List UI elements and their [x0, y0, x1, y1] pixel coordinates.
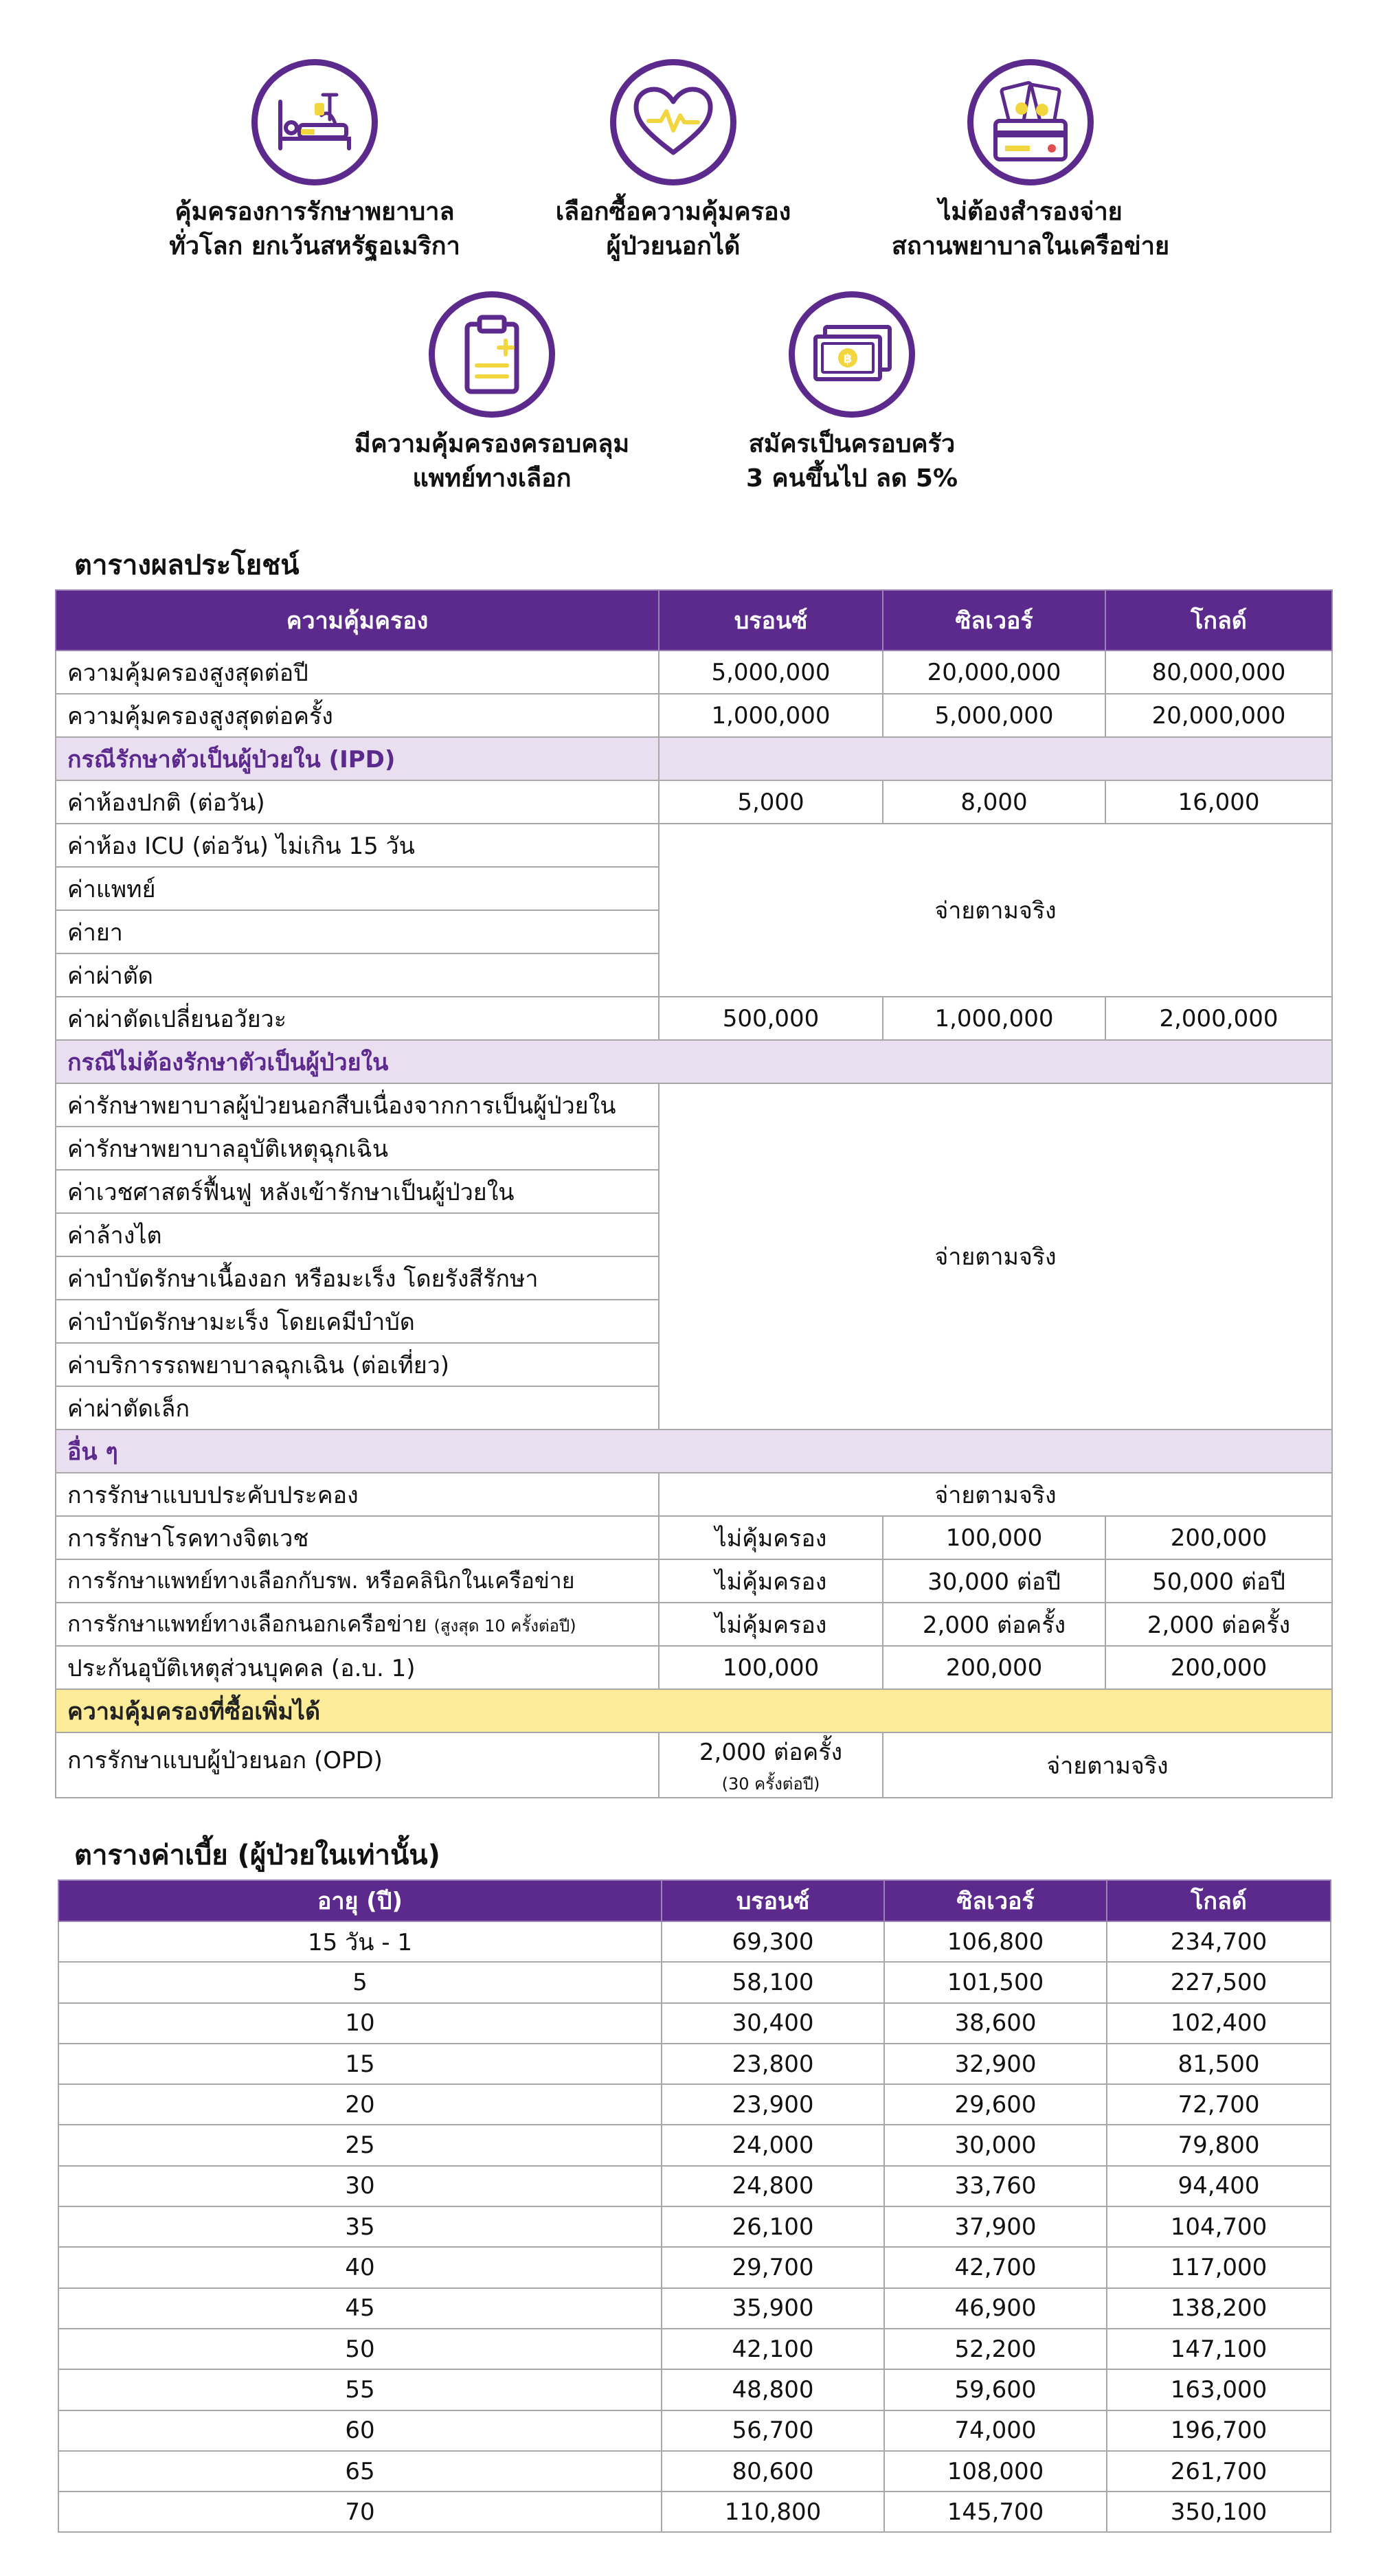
table-row: [56, 997, 1332, 1040]
table-row: [56, 651, 1332, 694]
value-bronze: 500,000: [659, 997, 883, 1040]
value-bronze: ไม่คุ้มครอง: [659, 1516, 883, 1559]
age-cell: 10: [58, 2003, 662, 2044]
value-bronze: 24,000: [662, 2125, 884, 2165]
value-bronze: 100,000: [659, 1646, 883, 1689]
age-cell: 15 วัน - 1: [58, 1921, 662, 1962]
row-label: การรักษาโรคทางจิตเวช: [56, 1516, 659, 1559]
value-silver: 8,000: [883, 780, 1105, 824]
feature-caption-line: 3 คนขึ้นไป ลด 5%: [745, 464, 958, 493]
value-gold: 200,000: [1105, 1516, 1332, 1559]
value-gold: 2,000 ต่อครั้ง: [1105, 1603, 1332, 1646]
table-row: [58, 2084, 1331, 2125]
value-bronze: 110,800: [662, 2492, 884, 2532]
table-row: [56, 694, 1332, 737]
value-silver: 74,000: [884, 2410, 1107, 2451]
merged-actual-value: จ่ายตามจริง: [659, 824, 1332, 997]
header-age: อายุ (ปี): [58, 1880, 662, 1921]
table-row: [56, 1083, 1332, 1127]
value-silver: 52,200: [884, 2329, 1107, 2369]
feature-world-coverage: [122, 59, 507, 264]
table-row: [58, 2492, 1331, 2532]
value-gold: 50,000 ต่อปี: [1105, 1559, 1332, 1603]
value-silver: 108,000: [884, 2451, 1107, 2492]
value-gold: 147,100: [1107, 2329, 1331, 2369]
row-label: ค่าบำบัดรักษาเนื้องอก หรือมะเร็ง โดยรังสีรักษา: [56, 1256, 659, 1300]
section-row-other: [56, 1430, 1332, 1473]
age-cell: 55: [58, 2369, 662, 2410]
merged-actual-value: จ่ายตามจริง: [883, 1732, 1332, 1798]
value-silver: 42,700: [884, 2247, 1107, 2287]
section-row-addon: [56, 1689, 1332, 1732]
value-bronze: 23,900: [662, 2084, 884, 2125]
value-gold: 163,000: [1107, 2369, 1331, 2410]
value-gold: 200,000: [1105, 1646, 1332, 1689]
value-bronze: ไม่คุ้มครอง: [659, 1559, 883, 1603]
row-label: ค่าห้อง ICU (ต่อวัน) ไม่เกิน 15 วัน: [56, 824, 659, 867]
value-silver: 101,500: [884, 1962, 1107, 2002]
value-bronze: 30,400: [662, 2003, 884, 2044]
feature-caption-line: แพทย์ทางเลือก: [412, 464, 572, 493]
benefits-table: [55, 589, 1333, 1798]
age-cell: 40: [58, 2247, 662, 2287]
feature-caption-line: ไม่ต้องสำรองจ่าย: [938, 198, 1123, 226]
value-bronze: 24,800: [662, 2166, 884, 2206]
row-label: การรักษาแบบประคับประคอง: [56, 1473, 659, 1516]
table-row: [58, 2166, 1331, 2206]
section-label: อื่น ๆ: [56, 1430, 1332, 1473]
table-row: [58, 2206, 1331, 2247]
section-label: กรณีรักษาตัวเป็นผู้ป่วยใน (IPD): [56, 737, 659, 780]
header-gold: โกลด์: [1105, 590, 1332, 651]
table-row: [58, 1962, 1331, 2002]
value-bronze: 35,900: [662, 2288, 884, 2329]
value-bronze: 1,000,000: [659, 694, 883, 737]
value-gold: 102,400: [1107, 2003, 1331, 2044]
value-silver: 1,000,000: [883, 997, 1105, 1040]
age-cell: 45: [58, 2288, 662, 2329]
header-bronze: บรอนซ์: [659, 590, 883, 651]
value-gold: 117,000: [1107, 2247, 1331, 2287]
table-row: [58, 2003, 1331, 2044]
value-gold: 261,700: [1107, 2451, 1331, 2492]
value-bronze: 26,100: [662, 2206, 884, 2247]
value-gold: 227,500: [1107, 1962, 1331, 2002]
row-label: ค่าห้องปกติ (ต่อวัน): [56, 780, 659, 824]
benefits-header-row: [56, 590, 1332, 651]
value-bronze: 5,000: [659, 780, 883, 824]
age-cell: 35: [58, 2206, 662, 2247]
value-gold: 350,100: [1107, 2492, 1331, 2532]
value-bronze: 42,100: [662, 2329, 884, 2369]
row-label: การรักษาแพทย์ทางเลือกกับรพ. หรือคลินิกในเครือข่าย: [56, 1559, 659, 1603]
row-label: ค่ารักษาพยาบาลอุบัติเหตุฉุกเฉิน: [56, 1127, 659, 1170]
opd-bronze-value: 2,000 ต่อครั้ง: [699, 1739, 843, 1766]
row-label: ค่าผ่าตัด: [56, 953, 659, 997]
header-gold: โกลด์: [1107, 1880, 1331, 1921]
row-label: การรักษาแพทย์ทางเลือกนอกเครือข่าย: [67, 1611, 427, 1637]
row-label: ความคุ้มครองสูงสุดต่อครั้ง: [56, 694, 659, 737]
value-gold: 94,400: [1107, 2166, 1331, 2206]
value-bronze: [659, 1732, 883, 1798]
section-fill: [659, 737, 1332, 780]
row-label: การรักษาแบบผู้ป่วยนอก (OPD): [56, 1732, 659, 1798]
value-gold: 20,000,000: [1105, 694, 1332, 737]
value-gold: 104,700: [1107, 2206, 1331, 2247]
hospital-bed-icon: [251, 59, 378, 185]
feature-caption-line: มีความคุ้มครองครอบคลุม: [354, 430, 630, 458]
table-row: [56, 1732, 1332, 1798]
table-row: [58, 2247, 1331, 2287]
clipboard-icon: [429, 291, 555, 418]
value-bronze: ไม่คุ้มครอง: [659, 1603, 883, 1646]
value-silver: 106,800: [884, 1921, 1107, 1962]
header-bronze: บรอนซ์: [662, 1880, 884, 1921]
feature-caption-line: สมัครเป็นครอบครัว: [748, 430, 956, 458]
value-bronze: 80,600: [662, 2451, 884, 2492]
section-row-ipd: [56, 737, 1332, 780]
section-row-non-ipd: [56, 1040, 1332, 1083]
age-cell: 60: [58, 2410, 662, 2451]
value-bronze: 56,700: [662, 2410, 884, 2451]
benefits-title: ตารางผลประโยชน์: [74, 550, 300, 581]
feature-family-discount: [660, 291, 1044, 496]
value-silver: 38,600: [884, 2003, 1107, 2044]
section-label: ความคุ้มครองที่ซื้อเพิ่มได้: [56, 1689, 1332, 1732]
value-silver: 30,000: [884, 2125, 1107, 2165]
value-gold: 79,800: [1107, 2125, 1331, 2165]
row-label: ความคุ้มครองสูงสุดต่อปี: [56, 651, 659, 694]
value-silver: 32,900: [884, 2044, 1107, 2084]
premium-body: [58, 1880, 1331, 2532]
premium-header-row: [58, 1880, 1331, 1921]
header-silver: ซิลเวอร์: [884, 1880, 1107, 1921]
merged-actual-value: จ่ายตามจริง: [659, 1083, 1332, 1430]
table-row: [56, 1559, 1332, 1603]
header-coverage: ความคุ้มครอง: [56, 590, 659, 651]
row-label: ค่าผ่าตัดเปลี่ยนอวัยวะ: [56, 997, 659, 1040]
opd-bronze-note: (30 ครั้งต่อปี): [721, 1774, 820, 1794]
value-silver: 37,900: [884, 2206, 1107, 2247]
table-row: [56, 780, 1332, 824]
row-label: ค่าบำบัดรักษามะเร็ง โดยเคมีบำบัด: [56, 1300, 659, 1343]
value-gold: 81,500: [1107, 2044, 1331, 2084]
row-label: ค่ายา: [56, 910, 659, 953]
value-bronze: 69,300: [662, 1921, 884, 1962]
age-cell: 25: [58, 2125, 662, 2165]
feature-caption-line: ทั่วโลก ยกเว้นสหรัฐอเมริกา: [169, 232, 460, 260]
value-gold: 196,700: [1107, 2410, 1331, 2451]
table-row: [58, 1921, 1331, 1962]
value-bronze: 29,700: [662, 2247, 884, 2287]
table-row: [56, 1603, 1332, 1646]
value-bronze: 5,000,000: [659, 651, 883, 694]
age-cell: 30: [58, 2166, 662, 2206]
value-bronze: 23,800: [662, 2044, 884, 2084]
merged-actual-value: จ่ายตามจริง: [659, 1473, 1332, 1516]
row-label-cell: [56, 1603, 659, 1646]
value-gold: 2,000,000: [1105, 997, 1332, 1040]
premium-title: ตารางค่าเบี้ย (ผู้ป่วยในเท่านั้น): [74, 1840, 440, 1871]
value-silver: 30,000 ต่อปี: [883, 1559, 1105, 1603]
table-row: [58, 2044, 1331, 2084]
table-row: [58, 2329, 1331, 2369]
feature-caption-line: คุ้มครองการรักษาพยาบาล: [174, 198, 455, 226]
table-row: [58, 2288, 1331, 2329]
row-note: (สูงสุด 10 ครั้งต่อปี): [433, 1616, 576, 1636]
value-silver: 5,000,000: [883, 694, 1105, 737]
value-silver: 20,000,000: [883, 651, 1105, 694]
feature-cashless: [838, 59, 1223, 264]
age-cell: 65: [58, 2451, 662, 2492]
age-cell: 15: [58, 2044, 662, 2084]
value-gold: 72,700: [1107, 2084, 1331, 2125]
feature-caption-line: เลือกซื้อความคุ้มครอง: [555, 198, 791, 226]
value-silver: 2,000 ต่อครั้ง: [883, 1603, 1105, 1646]
value-bronze: 58,100: [662, 1962, 884, 2002]
cash-card-icon: [967, 59, 1094, 185]
feature-caption-line: ผู้ป่วยนอกได้: [606, 232, 741, 260]
table-row: [56, 1516, 1332, 1559]
row-label: ค่าผ่าตัดเล็ก: [56, 1386, 659, 1430]
value-gold: 138,200: [1107, 2288, 1331, 2329]
value-bronze: 48,800: [662, 2369, 884, 2410]
age-cell: 20: [58, 2084, 662, 2125]
value-silver: 59,600: [884, 2369, 1107, 2410]
table-row: [56, 1473, 1332, 1516]
feature-opd-option: [481, 59, 866, 264]
row-label: ค่าแพทย์: [56, 867, 659, 910]
age-cell: 70: [58, 2492, 662, 2532]
age-cell: 5: [58, 1962, 662, 2002]
table-row: [58, 2125, 1331, 2165]
section-label: กรณีไม่ต้องรักษาตัวเป็นผู้ป่วยใน: [56, 1040, 1332, 1083]
heart-pulse-icon: [610, 59, 736, 185]
row-label: ค่าเวชศาสตร์ฟื้นฟู หลังเข้ารักษาเป็นผู้ป่วยใน: [56, 1170, 659, 1213]
value-gold: 80,000,000: [1105, 651, 1332, 694]
value-gold: 16,000: [1105, 780, 1332, 824]
value-silver: 29,600: [884, 2084, 1107, 2125]
row-label: ประกันอุบัติเหตุส่วนบุคคล (อ.บ. 1): [56, 1646, 659, 1689]
table-row: [58, 2410, 1331, 2451]
feature-alternative-medicine: [300, 291, 684, 496]
row-label: ค่าบริการรถพยาบาลฉุกเฉิน (ต่อเที่ยว): [56, 1343, 659, 1386]
value-silver: 100,000: [883, 1516, 1105, 1559]
premium-table: [58, 1879, 1331, 2533]
value-silver: 145,700: [884, 2492, 1107, 2532]
table-row: [56, 1646, 1332, 1689]
banknote-icon: [789, 291, 915, 418]
value-silver: 200,000: [883, 1646, 1105, 1689]
value-gold: 234,700: [1107, 1921, 1331, 1962]
feature-caption-line: สถานพยาบาลในเครือข่าย: [891, 232, 1170, 260]
svg-text:฿: ฿: [843, 352, 853, 366]
table-row: [58, 2369, 1331, 2410]
value-silver: 33,760: [884, 2166, 1107, 2206]
row-label: ค่าล้างไต: [56, 1213, 659, 1256]
value-silver: 46,900: [884, 2288, 1107, 2329]
header-silver: ซิลเวอร์: [883, 590, 1105, 651]
row-label: ค่ารักษาพยาบาลผู้ป่วยนอกสืบเนื่องจากการเป็นผู้ป่วยใน: [56, 1083, 659, 1127]
age-cell: 50: [58, 2329, 662, 2369]
table-row: [56, 824, 1332, 867]
table-row: [58, 2451, 1331, 2492]
